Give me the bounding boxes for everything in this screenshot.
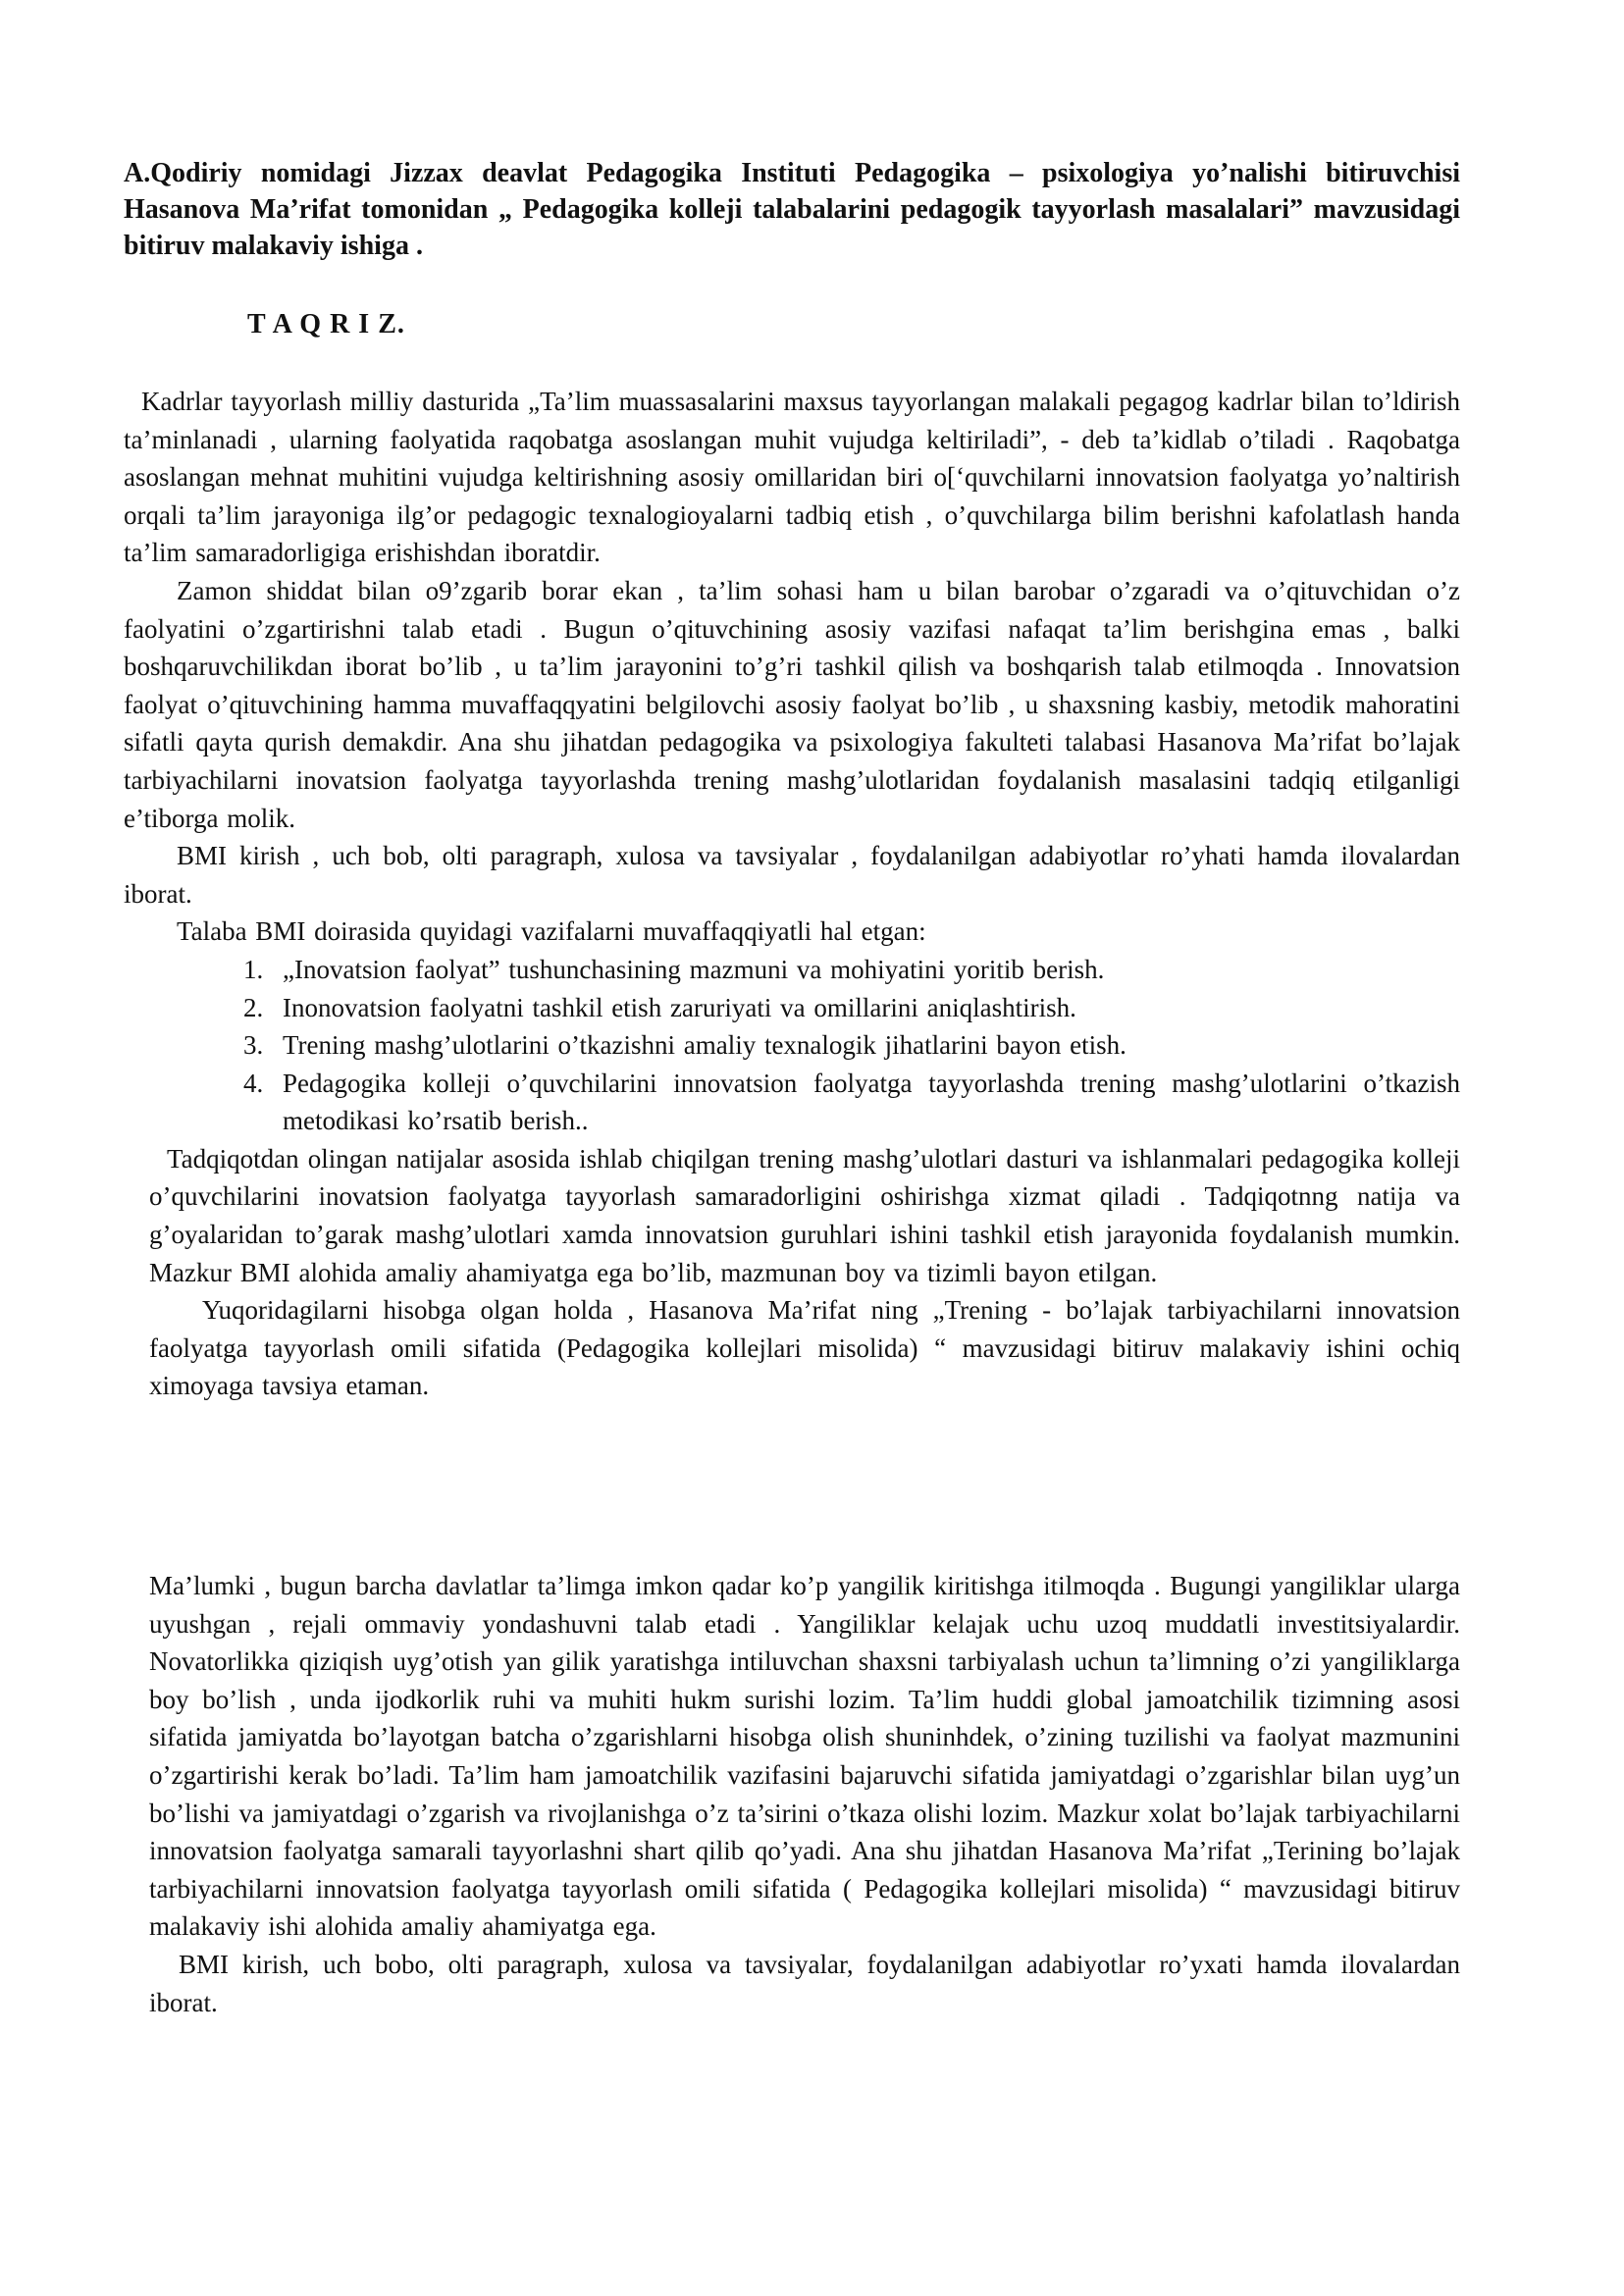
task-text: Inonovatsion faolyatni tashkil etish zaruriyati va omillarini aniqlashtirish. [283, 992, 1076, 1022]
task-text: „Inovatsion faolyat” tushunchasining mazmuni va mohiyatini yoritib berish. [283, 954, 1105, 984]
task-number: 1. [243, 954, 264, 984]
task-number: 2. [243, 992, 264, 1022]
task-text: Trening mashg’ulotlarini o’tkazishni amaliy texnalogik jihatlarini bayon etish. [283, 1030, 1126, 1061]
task-item [243, 989, 1460, 1027]
paragraph: Ma’lumki , bugun barcha davlatlar ta’limga imkon qadar ko’p yangilik kiritishga itilmoqda . Bugungi yangiliklar ularga uyushgan , rejali ommaviy yondashuvni talab etadi . Yangiliklar kelajak uchu uzoq muddatli investitsiyalardir. Novatorlikka qiziqish uyg’otish yan gilik yaratishga intiluvchan shaxsni tarbiyalash uchun ta’limning o’zi yangiliklarga boy bo’lish , unda ijodkorlik ruhi va muhiti hukm surishi lozim. Ta’lim huddi global jamoatchilik tizimning asosi sifatida jamiyatda bo’layotgan batcha o’zgarishlarni hisobga olish shuninhdek, o’zining tuzilishi va faolyat mazmunini o’zgartirishi kerak bo’ladi. Ta’lim ham jamoatchilik vazifasini bajaruvchi sifatida jamiyatdagi o’zgarishlar bilan uyg’un bo’lishi va jamiyatdagi o’zgarish va rivojlanishga o’z ta’sirini o’tkaza olishi lozim. Mazkur xolat bo’lajak tarbiyachilarni innovatsion faolyatga samarali tayyorlashni shart qilib qo’yadi. Ana shu jihatdan Hasanova Ma’rifat „Terining bo’lajak tarbiyachilarni innovatsion faolyatga tayyorlash omili sifatida ( Pedagogika kollejlari misolida) “ mavzusidagi bitiruv malakaviy ishi alohida amaliy ahamiyatga ega. [149, 1571, 1460, 1942]
paragraph: Yuqoridagilarni hisobga olgan holda , Hasanova Ma’rifat ning „Trening - bo’lajak tarbiyachilarni innovatsion faolyatga tayyorlash omili sifatida (Pedagogika kollejlari misolida) “ mavzusidagi bitiruv malakaviy ishini ochiq ximoyaga tavsiya etaman. [149, 1295, 1460, 1401]
document-heading: A.Qodiriy nomidagi Jizzax deavlat Pedagogika Instituti Pedagogika – psixologiya yo’nalishi bitiruvchisi Hasanova Ma’rifat tomonidan „ Pedagogika kolleji talabalarini pedagogik tayyorlash masalalari” mavzusidagi bitiruv malakaviy ishiga . [124, 158, 1460, 261]
paragraph: Zamon shiddat bilan o9’zgarib borar ekan , ta’lim sohasi ham u bilan barobar o’zgaradi va o’qituvchidan o’z faolyatini o’zgartirishni talab etadi . Bugun o’qituvchining asosiy vazifasi nafaqat ta’lim berishgina emas , balki boshqaruvchilikdan iborat bo’lib , u ta’lim jarayonini to’g’ri tashkil qilish va boshqarish talab etilmoqda . Innovatsion faolyat o’qituvchining hamma muvaffaqqyatini belgilovchi asosiy faolyat bo’lib , u shaxsning kasbiy, metodik mahoratini sifatli qayta qurish demakdir. Ana shu jihatdan pedagogika va psixologiya fakulteti talabasi Hasanova Ma’rifat bo’lajak tarbiyachilarni inovatsion faolyatga tayyorlashda trening mashg’ulotlaridan foydalanish masalasini tadqiq etilganligi e’tiborga molik. [124, 575, 1460, 833]
task-number: 4. [243, 1068, 264, 1098]
review-body [124, 383, 1460, 1405]
paragraph: BMI kirish, uch bobo, olti paragraph, xulosa va tavsiyalar, foydalanilgan adabiyotlar ro’yxati hamda ilovalardan iborat. [149, 1949, 1460, 2017]
document-title: T A Q R I Z. [247, 309, 405, 339]
paragraph: Tadqiqotdan olingan natijalar asosida ishlab chiqilgan trening mashg’ulotlari dasturi va ishlanmalari pedagogika kolleji o’quvchilarini inovatsion faolyatga tayyorlash samaradorligini oshirishga xizmat qiladi . Tadqiqotnng natija va g’oyalaridan to’garak mashg’ulotlari xamda innovatsion guruhlari ishini tashkil etish jarayonida foydalanish mumkin. Mazkur BMI alohida amaliy ahamiyatga ega bo’lib, mazmunan boy va tizimli bayon etilgan. [149, 1143, 1460, 1287]
paragraph: Talaba BMI doirasida quyidagi vazifalarni muvaffaqqiyatli hal etgan: [177, 916, 926, 947]
paragraph: BMI kirish , uch bob, olti paragraph, xulosa va tavsiyalar , foydalanilgan adabiyotlar ro’yhati hamda ilovalardan iborat. [124, 841, 1460, 909]
task-text: Pedagogika kolleji o’quvchilarini innovatsion faolyatga tayyorlashda trening mashg’ulotlarini o’tkazish metodikasi ko’rsatib berish.. [283, 1068, 1460, 1136]
paragraph: Kadrlar tayyorlash milliy dasturida „Ta’lim muassasalarini maxsus tayyorlangan malakali pegagog kadrlar bilan to’ldirish ta’minlanadi , ularning faolyatida raqobatga asoslangan muhit vujudga keltiriladi”, - deb ta’kidlab o’tiladi . Raqobatga asoslangan mehnat muhitini vujudga keltirishning asosiy omillaridan biri o[‘quvchilarni innovatsion faolyatga yo’naltirish orqali ta’lim jarayoniga ilg’or pedagogic texnalogioyalarni tadbiq etish , o’quvchilarga bilim berishni kafolatlash handa ta’lim samaradorligiga erishishdan iboratdir. [124, 387, 1460, 568]
task-item [243, 1026, 1460, 1065]
task-number: 3. [243, 1030, 264, 1061]
task-item [243, 1065, 1460, 1140]
review-body-second [149, 1567, 1460, 2021]
task-list [124, 951, 1460, 1140]
task-item [243, 951, 1460, 989]
